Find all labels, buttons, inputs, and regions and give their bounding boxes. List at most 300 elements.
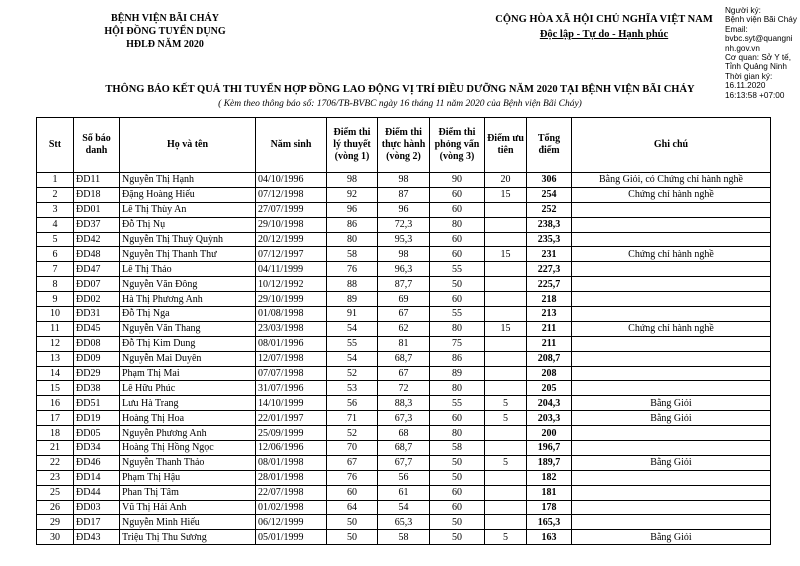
cell-priority-score: 15 — [485, 187, 527, 202]
cell-stt: 1 — [37, 173, 74, 188]
cell-interview-score: 80 — [430, 217, 485, 232]
cell-birth-date: 28/01/1998 — [256, 470, 327, 485]
committee-year: HĐLĐ NĂM 2020 — [126, 39, 204, 50]
cell-stt: 29 — [37, 515, 74, 530]
cell-priority-score — [485, 366, 527, 381]
cell-practice-score: 67 — [378, 366, 430, 381]
cell-birth-date: 07/12/1998 — [256, 187, 327, 202]
cell-theory-score: 89 — [327, 292, 378, 307]
cell-practice-score: 72,3 — [378, 217, 430, 232]
col-header-priority-score: Điểm ưu tiên — [485, 118, 527, 173]
cell-interview-score: 55 — [430, 396, 485, 411]
cell-notes — [572, 307, 771, 322]
cell-full-name: Đỗ Thị Kim Dung — [120, 336, 256, 351]
cell-birth-date: 12/07/1998 — [256, 351, 327, 366]
cell-full-name: Nguyễn Thanh Thảo — [120, 455, 256, 470]
cell-candidate-number: ĐD51 — [74, 396, 120, 411]
cell-interview-score: 60 — [430, 187, 485, 202]
hospital-header — [60, 12, 270, 51]
cell-candidate-number: ĐD34 — [74, 441, 120, 456]
cell-priority-score — [485, 336, 527, 351]
cell-stt: 21 — [37, 441, 74, 456]
cell-total-score: 211 — [527, 321, 572, 336]
cell-full-name: Hoàng Thị Hồng Ngọc — [120, 441, 256, 456]
table-header-row — [37, 118, 771, 173]
cell-notes — [572, 515, 771, 530]
cell-total-score: 225,7 — [527, 277, 572, 292]
cell-birth-date: 07/12/1997 — [256, 247, 327, 262]
cell-theory-score: 58 — [327, 247, 378, 262]
cell-priority-score: 5 — [485, 396, 527, 411]
cell-priority-score: 15 — [485, 247, 527, 262]
cell-theory-score: 55 — [327, 336, 378, 351]
table-row — [37, 381, 771, 396]
cell-theory-score: 76 — [327, 470, 378, 485]
cell-priority-score — [485, 500, 527, 515]
cell-full-name: Nguyễn Mai Duyên — [120, 351, 256, 366]
cell-theory-score: 70 — [327, 441, 378, 456]
cell-theory-score: 52 — [327, 366, 378, 381]
cell-candidate-number: ĐD45 — [74, 321, 120, 336]
cell-theory-score: 91 — [327, 307, 378, 322]
cell-interview-score: 89 — [430, 366, 485, 381]
cell-notes — [572, 441, 771, 456]
table-row — [37, 262, 771, 277]
cell-practice-score: 58 — [378, 530, 430, 545]
cell-notes — [572, 351, 771, 366]
table-row — [37, 500, 771, 515]
table-row — [37, 455, 771, 470]
cell-priority-score — [485, 307, 527, 322]
cell-notes — [572, 202, 771, 217]
cell-interview-score: 60 — [430, 485, 485, 500]
cell-candidate-number: ĐD01 — [74, 202, 120, 217]
cell-notes — [572, 470, 771, 485]
cell-interview-score: 55 — [430, 262, 485, 277]
cell-stt: 4 — [37, 217, 74, 232]
cell-interview-score: 50 — [430, 277, 485, 292]
cell-full-name: Nguyễn Phương Anh — [120, 426, 256, 441]
cell-theory-score: 86 — [327, 217, 378, 232]
cell-interview-score: 60 — [430, 500, 485, 515]
cell-interview-score: 90 — [430, 173, 485, 188]
cell-birth-date: 14/10/1999 — [256, 396, 327, 411]
cell-interview-score: 60 — [430, 202, 485, 217]
cell-notes — [572, 500, 771, 515]
cell-practice-score: 72 — [378, 381, 430, 396]
cell-candidate-number: ĐD14 — [74, 470, 120, 485]
cell-birth-date: 01/02/1998 — [256, 500, 327, 515]
cell-total-score: 231 — [527, 247, 572, 262]
cell-candidate-number: ĐD03 — [74, 500, 120, 515]
cell-stt: 13 — [37, 351, 74, 366]
cell-full-name: Lê Hữu Phúc — [120, 381, 256, 396]
cell-birth-date: 07/07/1998 — [256, 366, 327, 381]
cell-practice-score: 68,7 — [378, 351, 430, 366]
cell-notes — [572, 232, 771, 247]
cell-total-score: 196,7 — [527, 441, 572, 456]
cell-practice-score: 54 — [378, 500, 430, 515]
cell-notes — [572, 485, 771, 500]
cell-candidate-number: ĐD05 — [74, 426, 120, 441]
document-title: THÔNG BÁO KẾT QUẢ THI TUYỂN HỢP ĐỒNG LAO ĐỘNG VỊ TRÍ ĐIỀU DƯỠNG NĂM 2020 TẠI BỆNH VIỆN BÃI CHÁY — [105, 84, 695, 95]
hospital-name: BỆNH VIỆN BÃI CHÁY — [111, 13, 219, 24]
table-row — [37, 217, 771, 232]
cell-interview-score: 50 — [430, 455, 485, 470]
cell-total-score: 252 — [527, 202, 572, 217]
cell-total-score: 163 — [527, 530, 572, 545]
country-motto: CỘNG HÒA XÃ HỘI CHỦ NGHĨA VIỆT NAM — [495, 14, 713, 25]
cell-stt: 30 — [37, 530, 74, 545]
cell-total-score: 218 — [527, 292, 572, 307]
table-row — [37, 307, 771, 322]
cell-practice-score: 62 — [378, 321, 430, 336]
table-row — [37, 366, 771, 381]
cell-candidate-number: ĐD07 — [74, 277, 120, 292]
cell-candidate-number: ĐD46 — [74, 455, 120, 470]
cell-birth-date: 20/12/1999 — [256, 232, 327, 247]
cell-birth-date: 22/01/1997 — [256, 411, 327, 426]
cell-total-score: 182 — [527, 470, 572, 485]
cell-birth-date: 23/03/1998 — [256, 321, 327, 336]
cell-priority-score: 15 — [485, 321, 527, 336]
cell-full-name: Hoàng Thị Hoa — [120, 411, 256, 426]
cell-interview-score: 50 — [430, 515, 485, 530]
col-header-full-name: Họ và tên — [120, 118, 256, 173]
cell-interview-score: 80 — [430, 426, 485, 441]
cell-birth-date: 25/09/1999 — [256, 426, 327, 441]
cell-interview-score: 60 — [430, 292, 485, 307]
cell-birth-date: 31/07/1996 — [256, 381, 327, 396]
cell-candidate-number: ĐD42 — [74, 232, 120, 247]
cell-interview-score: 55 — [430, 307, 485, 322]
cell-interview-score: 60 — [430, 247, 485, 262]
cell-stt: 25 — [37, 485, 74, 500]
cell-interview-score: 50 — [430, 530, 485, 545]
cell-practice-score: 81 — [378, 336, 430, 351]
cell-stt: 5 — [37, 232, 74, 247]
email-label: Email: — [725, 24, 748, 34]
col-header-total-score: Tổng điểm — [527, 118, 572, 173]
table-row — [37, 441, 771, 456]
table-row — [37, 187, 771, 202]
cell-candidate-number: ĐD43 — [74, 530, 120, 545]
cell-notes: Bằng Giỏi — [572, 455, 771, 470]
cell-priority-score — [485, 262, 527, 277]
cell-theory-score: 98 — [327, 173, 378, 188]
cell-priority-score — [485, 426, 527, 441]
cell-full-name: Đỗ Thị Nga — [120, 307, 256, 322]
cell-stt: 14 — [37, 366, 74, 381]
cell-theory-score: 54 — [327, 351, 378, 366]
cell-full-name: Nguyễn Thị Thuỳ Quỳnh — [120, 232, 256, 247]
cell-birth-date: 08/01/1998 — [256, 455, 327, 470]
cell-candidate-number: ĐD37 — [74, 217, 120, 232]
table-row — [37, 232, 771, 247]
cell-practice-score: 56 — [378, 470, 430, 485]
cell-total-score: 238,3 — [527, 217, 572, 232]
cell-theory-score: 76 — [327, 262, 378, 277]
document-subtitle: ( Kèm theo thông báo số: 1706/TB-BVBC ngày 16 tháng 11 năm 2020 của Bệnh viện Bãi Cháy) — [218, 99, 582, 109]
table-row — [37, 351, 771, 366]
cell-theory-score: 50 — [327, 530, 378, 545]
cell-stt: 3 — [37, 202, 74, 217]
national-header — [470, 12, 738, 42]
cell-notes: Bằng Giỏi — [572, 530, 771, 545]
cell-stt: 7 — [37, 262, 74, 277]
cell-candidate-number: ĐD48 — [74, 247, 120, 262]
cell-full-name: Nguyễn Thị Hạnh — [120, 173, 256, 188]
table-row — [37, 321, 771, 336]
cell-total-score: 178 — [527, 500, 572, 515]
cell-stt: 11 — [37, 321, 74, 336]
cell-full-name: Đặng Hoàng Hiếu — [120, 187, 256, 202]
sign-time: 16.11.2020 16:13:58 +07:00 — [725, 81, 785, 100]
cell-practice-score: 61 — [378, 485, 430, 500]
cell-total-score: 204,3 — [527, 396, 572, 411]
cell-notes: Bằng Giỏi — [572, 396, 771, 411]
cell-practice-score: 87 — [378, 187, 430, 202]
cell-candidate-number: ĐD18 — [74, 187, 120, 202]
cell-full-name: Lê Thị Thảo — [120, 262, 256, 277]
cell-full-name: Phan Thị Tâm — [120, 485, 256, 500]
cell-full-name: Phạm Thị Mai — [120, 366, 256, 381]
table-row — [37, 292, 771, 307]
cell-notes: Bằng Giỏi, có Chứng chỉ hành nghề — [572, 173, 771, 188]
cell-total-score: 165,3 — [527, 515, 572, 530]
cell-priority-score — [485, 202, 527, 217]
cell-candidate-number: ĐD38 — [74, 381, 120, 396]
cell-birth-date: 04/10/1996 — [256, 173, 327, 188]
cell-full-name: Lê Thị Thùy An — [120, 202, 256, 217]
cell-candidate-number: ĐD02 — [74, 292, 120, 307]
cell-priority-score — [485, 351, 527, 366]
cell-birth-date: 27/07/1999 — [256, 202, 327, 217]
cell-birth-date: 10/12/1992 — [256, 277, 327, 292]
signer-email: bvbc.syt@quangninh.gov.vn — [725, 34, 793, 53]
cell-practice-score: 88,3 — [378, 396, 430, 411]
cell-theory-score: 64 — [327, 500, 378, 515]
cell-priority-score — [485, 515, 527, 530]
cell-birth-date: 05/01/1999 — [256, 530, 327, 545]
cell-practice-score: 87,7 — [378, 277, 430, 292]
col-header-practice-score: Điểm thi thực hành (vòng 2) — [378, 118, 430, 173]
signer-label: Người ký: — [725, 6, 761, 15]
table-row — [37, 202, 771, 217]
signer-name: Bệnh viện Bãi Cháy — [725, 15, 797, 25]
cell-theory-score: 53 — [327, 381, 378, 396]
cell-interview-score: 80 — [430, 381, 485, 396]
cell-stt: 2 — [37, 187, 74, 202]
country-slogan: Độc lập - Tự do - Hạnh phúc — [539, 29, 669, 40]
cell-candidate-number: ĐD29 — [74, 366, 120, 381]
committee-name: HỘI ĐỒNG TUYỂN DỤNG — [104, 26, 226, 37]
cell-birth-date: 12/06/1996 — [256, 441, 327, 456]
cell-theory-score: 52 — [327, 426, 378, 441]
table-row — [37, 515, 771, 530]
col-header-candidate-number: Số báo danh — [74, 118, 120, 173]
cell-practice-score: 67,7 — [378, 455, 430, 470]
cell-candidate-number: ĐD08 — [74, 336, 120, 351]
cell-notes: Chứng chỉ hành nghề — [572, 187, 771, 202]
table-row — [37, 426, 771, 441]
cell-stt: 10 — [37, 307, 74, 322]
cell-practice-score: 98 — [378, 247, 430, 262]
cell-full-name: Nguyễn Thị Thanh Thư — [120, 247, 256, 262]
cell-practice-score: 96,3 — [378, 262, 430, 277]
cell-priority-score — [485, 470, 527, 485]
col-header-theory-score: Điểm thi lý thuyết (vòng 1) — [327, 118, 378, 173]
cell-birth-date: 08/01/1996 — [256, 336, 327, 351]
cell-stt: 9 — [37, 292, 74, 307]
cell-practice-score: 95,3 — [378, 232, 430, 247]
cell-theory-score: 88 — [327, 277, 378, 292]
cell-candidate-number: ĐD44 — [74, 485, 120, 500]
table-row — [37, 277, 771, 292]
cell-practice-score: 67,3 — [378, 411, 430, 426]
cell-priority-score: 5 — [485, 411, 527, 426]
table-row — [37, 530, 771, 545]
cell-theory-score: 96 — [327, 202, 378, 217]
col-header-notes: Ghi chú — [572, 118, 771, 173]
cell-notes — [572, 277, 771, 292]
cell-birth-date: 29/10/1999 — [256, 292, 327, 307]
cell-practice-score: 69 — [378, 292, 430, 307]
cell-candidate-number: ĐD31 — [74, 307, 120, 322]
cell-priority-score — [485, 232, 527, 247]
col-header-stt: Stt — [37, 118, 74, 173]
cell-full-name: Đỗ Thị Nụ — [120, 217, 256, 232]
cell-interview-score: 75 — [430, 336, 485, 351]
cell-full-name: Lưu Hà Trang — [120, 396, 256, 411]
cell-notes: Chứng chỉ hành nghề — [572, 321, 771, 336]
cell-stt: 16 — [37, 396, 74, 411]
col-header-interview-score: Điểm thi phỏng vấn (vòng 3) — [430, 118, 485, 173]
cell-birth-date: 22/07/1998 — [256, 485, 327, 500]
cell-full-name: Phạm Thị Hậu — [120, 470, 256, 485]
table-row — [37, 247, 771, 262]
table-row — [37, 336, 771, 351]
cell-birth-date: 01/08/1998 — [256, 307, 327, 322]
cell-total-score: 208 — [527, 366, 572, 381]
table-row — [37, 470, 771, 485]
sign-time-label: Thời gian ký: — [725, 71, 773, 81]
cell-notes — [572, 366, 771, 381]
cell-interview-score: 86 — [430, 351, 485, 366]
cell-total-score: 205 — [527, 381, 572, 396]
cell-total-score: 213 — [527, 307, 572, 322]
cell-priority-score — [485, 277, 527, 292]
cell-full-name: Nguyễn Minh Hiếu — [120, 515, 256, 530]
cell-stt: 23 — [37, 470, 74, 485]
cell-notes — [572, 426, 771, 441]
cell-theory-score: 92 — [327, 187, 378, 202]
cell-notes — [572, 381, 771, 396]
cell-theory-score: 50 — [327, 515, 378, 530]
cell-theory-score: 54 — [327, 321, 378, 336]
cell-notes — [572, 262, 771, 277]
cell-priority-score: 20 — [485, 173, 527, 188]
cell-priority-score — [485, 485, 527, 500]
cell-priority-score: 5 — [485, 530, 527, 545]
cell-stt: 8 — [37, 277, 74, 292]
cell-full-name: Nguyễn Văn Đông — [120, 277, 256, 292]
cell-practice-score: 96 — [378, 202, 430, 217]
cell-priority-score — [485, 381, 527, 396]
signer-agency: Cơ quan: Sở Y tế, Tỉnh Quảng Ninh — [725, 53, 791, 72]
cell-candidate-number: ĐD09 — [74, 351, 120, 366]
cell-candidate-number: ĐD17 — [74, 515, 120, 530]
cell-theory-score: 56 — [327, 396, 378, 411]
cell-practice-score: 65,3 — [378, 515, 430, 530]
cell-candidate-number: ĐD19 — [74, 411, 120, 426]
cell-full-name: Triệu Thị Thu Sương — [120, 530, 256, 545]
cell-full-name: Hà Thị Phương Anh — [120, 292, 256, 307]
table-row — [37, 411, 771, 426]
cell-total-score: 203,3 — [527, 411, 572, 426]
cell-practice-score: 98 — [378, 173, 430, 188]
cell-total-score: 235,3 — [527, 232, 572, 247]
cell-notes: Bằng Giỏi — [572, 411, 771, 426]
cell-total-score: 211 — [527, 336, 572, 351]
cell-total-score: 254 — [527, 187, 572, 202]
table-body — [37, 173, 771, 545]
cell-interview-score: 58 — [430, 441, 485, 456]
cell-interview-score: 60 — [430, 232, 485, 247]
cell-priority-score — [485, 217, 527, 232]
cell-birth-date: 29/10/1998 — [256, 217, 327, 232]
cell-stt: 6 — [37, 247, 74, 262]
cell-interview-score: 50 — [430, 470, 485, 485]
cell-stt: 26 — [37, 500, 74, 515]
cell-stt: 15 — [37, 381, 74, 396]
cell-total-score: 189,7 — [527, 455, 572, 470]
cell-priority-score — [485, 292, 527, 307]
cell-notes: Chứng chỉ hành nghề — [572, 247, 771, 262]
cell-stt: 12 — [37, 336, 74, 351]
cell-notes — [572, 292, 771, 307]
cell-theory-score: 67 — [327, 455, 378, 470]
cell-priority-score: 5 — [485, 455, 527, 470]
cell-priority-score — [485, 441, 527, 456]
cell-notes — [572, 217, 771, 232]
cell-theory-score: 60 — [327, 485, 378, 500]
cell-candidate-number: ĐD47 — [74, 262, 120, 277]
cell-full-name: Vũ Thị Hải Anh — [120, 500, 256, 515]
cell-total-score: 200 — [527, 426, 572, 441]
cell-stt: 17 — [37, 411, 74, 426]
cell-theory-score: 71 — [327, 411, 378, 426]
cell-stt: 18 — [37, 426, 74, 441]
cell-interview-score: 80 — [430, 321, 485, 336]
cell-birth-date: 04/11/1999 — [256, 262, 327, 277]
cell-practice-score: 68 — [378, 426, 430, 441]
table-row — [37, 485, 771, 500]
cell-total-score: 181 — [527, 485, 572, 500]
cell-practice-score: 68,7 — [378, 441, 430, 456]
col-header-birth-date: Năm sinh — [256, 118, 327, 173]
cell-stt: 22 — [37, 455, 74, 470]
table-row — [37, 173, 771, 188]
table-row — [37, 396, 771, 411]
cell-total-score: 208,7 — [527, 351, 572, 366]
cell-practice-score: 67 — [378, 307, 430, 322]
cell-total-score: 227,3 — [527, 262, 572, 277]
cell-full-name: Nguyễn Văn Thang — [120, 321, 256, 336]
cell-interview-score: 60 — [430, 411, 485, 426]
cell-total-score: 306 — [527, 173, 572, 188]
results-table — [36, 117, 771, 545]
